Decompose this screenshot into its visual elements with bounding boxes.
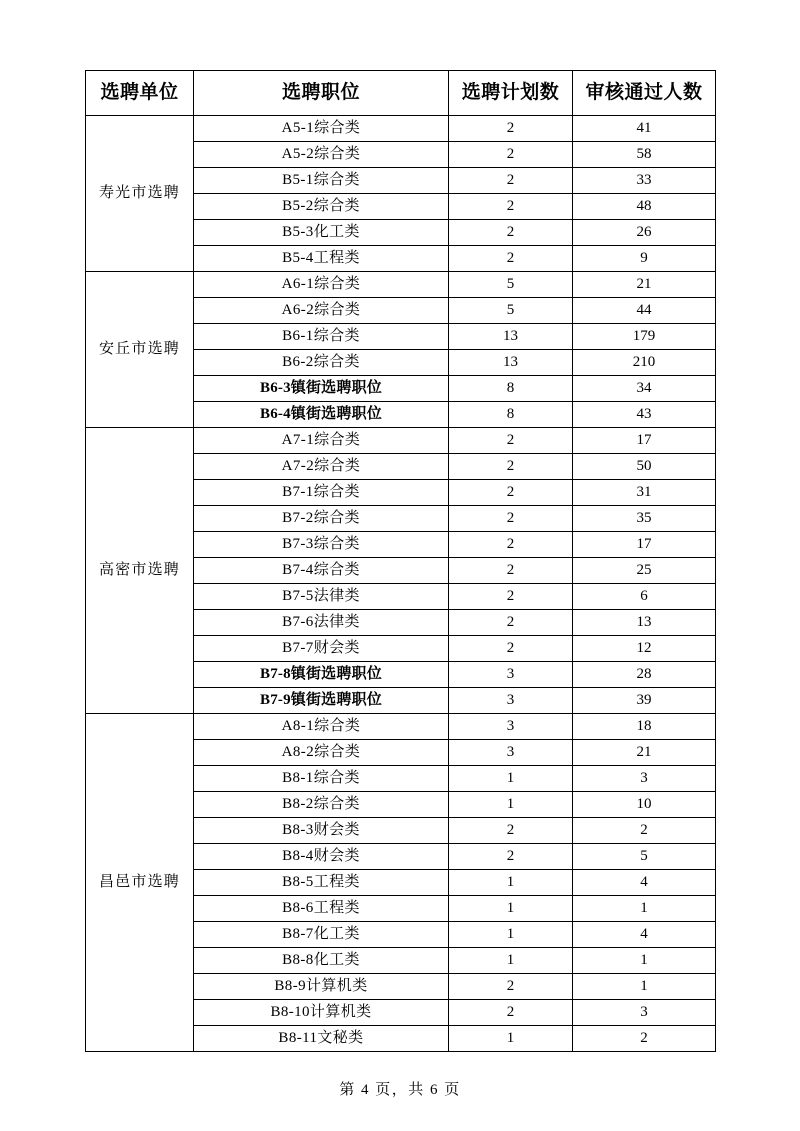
passed-count-cell: 1 — [573, 974, 716, 1000]
position-cell: B8-4财会类 — [194, 844, 449, 870]
plan-count-cell: 3 — [449, 662, 573, 688]
passed-count-cell: 31 — [573, 480, 716, 506]
plan-count-cell: 2 — [449, 246, 573, 272]
plan-count-cell: 1 — [449, 870, 573, 896]
table-header-row — [86, 71, 716, 116]
passed-count-cell: 28 — [573, 662, 716, 688]
passed-count-cell: 17 — [573, 428, 716, 454]
unit-group-cell: 安丘市选聘 — [86, 272, 194, 428]
position-cell: A8-2综合类 — [194, 740, 449, 766]
plan-count-cell: 2 — [449, 428, 573, 454]
plan-count-cell: 8 — [449, 402, 573, 428]
position-cell: B7-5法律类 — [194, 584, 449, 610]
passed-count-cell: 34 — [573, 376, 716, 402]
plan-count-cell: 2 — [449, 220, 573, 246]
passed-count-cell: 2 — [573, 818, 716, 844]
passed-count-cell: 5 — [573, 844, 716, 870]
page-number-footer: 第 4 页，共 6 页 — [339, 1082, 461, 1098]
table-header — [86, 71, 716, 116]
position-cell: B7-2综合类 — [194, 506, 449, 532]
passed-count-cell: 25 — [573, 558, 716, 584]
position-cell: A5-2综合类 — [194, 142, 449, 168]
plan-count-cell: 5 — [449, 298, 573, 324]
table-row — [86, 714, 716, 740]
passed-count-cell: 21 — [573, 740, 716, 766]
unit-group-cell: 高密市选聘 — [86, 428, 194, 714]
position-cell: A7-2综合类 — [194, 454, 449, 480]
column-header-position: 选聘职位 — [194, 71, 449, 116]
plan-count-cell: 2 — [449, 532, 573, 558]
position-cell: B6-4镇街选聘职位 — [194, 402, 449, 428]
plan-count-cell: 2 — [449, 610, 573, 636]
position-cell: B5-1综合类 — [194, 168, 449, 194]
passed-count-cell: 41 — [573, 116, 716, 142]
plan-count-cell: 3 — [449, 714, 573, 740]
plan-count-cell: 1 — [449, 896, 573, 922]
plan-count-cell: 5 — [449, 272, 573, 298]
position-cell: B8-8化工类 — [194, 948, 449, 974]
position-cell: B7-6法律类 — [194, 610, 449, 636]
plan-count-cell: 2 — [449, 506, 573, 532]
position-cell: B7-4综合类 — [194, 558, 449, 584]
position-cell: B5-2综合类 — [194, 194, 449, 220]
position-cell: B7-9镇街选聘职位 — [194, 688, 449, 714]
recruitment-table — [85, 70, 716, 1052]
passed-count-cell: 9 — [573, 246, 716, 272]
passed-count-cell: 39 — [573, 688, 716, 714]
passed-count-cell: 1 — [573, 896, 716, 922]
plan-count-cell: 1 — [449, 766, 573, 792]
unit-group-cell: 昌邑市选聘 — [86, 714, 194, 1052]
table-body — [86, 116, 716, 1052]
position-cell: B7-3综合类 — [194, 532, 449, 558]
position-cell: B8-9计算机类 — [194, 974, 449, 1000]
plan-count-cell: 1 — [449, 922, 573, 948]
position-cell: B8-1综合类 — [194, 766, 449, 792]
position-cell: B8-5工程类 — [194, 870, 449, 896]
passed-count-cell: 58 — [573, 142, 716, 168]
table-row — [86, 428, 716, 454]
position-cell: B6-1综合类 — [194, 324, 449, 350]
passed-count-cell: 26 — [573, 220, 716, 246]
plan-count-cell: 2 — [449, 1000, 573, 1026]
plan-count-cell: 1 — [449, 792, 573, 818]
plan-count-cell: 2 — [449, 142, 573, 168]
position-cell: B5-4工程类 — [194, 246, 449, 272]
plan-count-cell: 8 — [449, 376, 573, 402]
column-header-unit: 选聘单位 — [86, 71, 194, 116]
passed-count-cell: 44 — [573, 298, 716, 324]
recruitment-table-container — [85, 70, 715, 1052]
passed-count-cell: 10 — [573, 792, 716, 818]
position-cell: A5-1综合类 — [194, 116, 449, 142]
column-header-plan-count: 选聘计划数 — [449, 71, 573, 116]
position-cell: A6-1综合类 — [194, 272, 449, 298]
position-cell: B7-8镇街选聘职位 — [194, 662, 449, 688]
passed-count-cell: 35 — [573, 506, 716, 532]
plan-count-cell: 3 — [449, 740, 573, 766]
passed-count-cell: 21 — [573, 272, 716, 298]
plan-count-cell: 2 — [449, 116, 573, 142]
position-cell: A8-1综合类 — [194, 714, 449, 740]
position-cell: A7-1综合类 — [194, 428, 449, 454]
plan-count-cell: 2 — [449, 636, 573, 662]
position-cell: B8-6工程类 — [194, 896, 449, 922]
plan-count-cell: 2 — [449, 818, 573, 844]
passed-count-cell: 3 — [573, 1000, 716, 1026]
position-cell: B7-7财会类 — [194, 636, 449, 662]
passed-count-cell: 3 — [573, 766, 716, 792]
table-row — [86, 272, 716, 298]
unit-group-cell: 寿光市选聘 — [86, 116, 194, 272]
position-cell: B6-2综合类 — [194, 350, 449, 376]
position-cell: B6-3镇街选聘职位 — [194, 376, 449, 402]
passed-count-cell: 179 — [573, 324, 716, 350]
passed-count-cell: 4 — [573, 922, 716, 948]
plan-count-cell: 13 — [449, 350, 573, 376]
position-cell: B8-10计算机类 — [194, 1000, 449, 1026]
passed-count-cell: 2 — [573, 1026, 716, 1052]
plan-count-cell: 3 — [449, 688, 573, 714]
plan-count-cell: 1 — [449, 1026, 573, 1052]
passed-count-cell: 13 — [573, 610, 716, 636]
plan-count-cell: 1 — [449, 948, 573, 974]
passed-count-cell: 50 — [573, 454, 716, 480]
position-cell: B8-2综合类 — [194, 792, 449, 818]
passed-count-cell: 18 — [573, 714, 716, 740]
table-row — [86, 116, 716, 142]
plan-count-cell: 2 — [449, 480, 573, 506]
passed-count-cell: 6 — [573, 584, 716, 610]
passed-count-cell: 33 — [573, 168, 716, 194]
position-cell: B8-11文秘类 — [194, 1026, 449, 1052]
plan-count-cell: 2 — [449, 584, 573, 610]
position-cell: B8-3财会类 — [194, 818, 449, 844]
passed-count-cell: 4 — [573, 870, 716, 896]
passed-count-cell: 12 — [573, 636, 716, 662]
plan-count-cell: 2 — [449, 558, 573, 584]
position-cell: B5-3化工类 — [194, 220, 449, 246]
passed-count-cell: 1 — [573, 948, 716, 974]
position-cell: B8-7化工类 — [194, 922, 449, 948]
plan-count-cell: 2 — [449, 168, 573, 194]
position-cell: B7-1综合类 — [194, 480, 449, 506]
passed-count-cell: 17 — [573, 532, 716, 558]
plan-count-cell: 2 — [449, 194, 573, 220]
column-header-passed-count: 审核通过人数 — [573, 71, 716, 116]
plan-count-cell: 2 — [449, 974, 573, 1000]
position-cell: A6-2综合类 — [194, 298, 449, 324]
passed-count-cell: 210 — [573, 350, 716, 376]
passed-count-cell: 48 — [573, 194, 716, 220]
plan-count-cell: 2 — [449, 454, 573, 480]
passed-count-cell: 43 — [573, 402, 716, 428]
plan-count-cell: 13 — [449, 324, 573, 350]
plan-count-cell: 2 — [449, 844, 573, 870]
